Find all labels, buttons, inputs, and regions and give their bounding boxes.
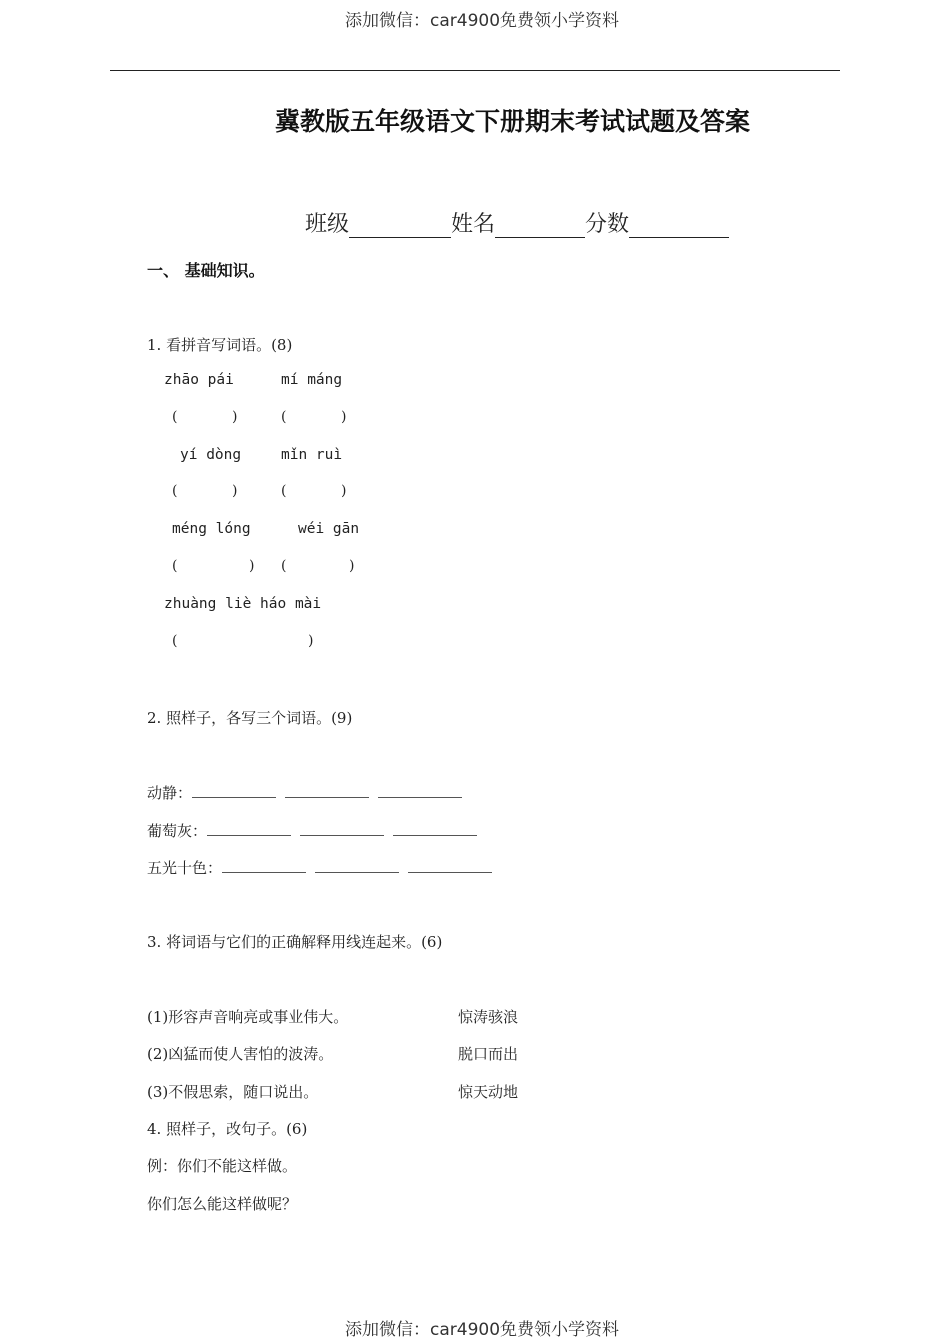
pinyin-3: yí dòng — [180, 447, 242, 463]
class-blank[interactable] — [349, 215, 451, 238]
score-label: 分数 — [585, 212, 630, 237]
fill-blank[interactable] — [222, 858, 306, 873]
pinyin-5: méng lóng — [172, 521, 251, 537]
q2-row-label: 葡萄灰： — [147, 822, 208, 840]
q2-row-label: 动静： — [147, 784, 193, 802]
pinyin-7: zhuàng liè háo mài — [164, 596, 322, 612]
answer-open-6: ( — [281, 558, 287, 574]
q4-example: 例：你们不能这样做。 — [147, 1157, 298, 1175]
answer-close-4: ) — [341, 483, 347, 499]
pinyin-4: mǐn ruì — [281, 447, 343, 463]
definition-3: (3)不假思索，随口说出。 — [147, 1083, 319, 1101]
answer-close-1: ) — [232, 409, 238, 425]
watermark-bottom: 添加微信：car4900免费领小学资料 — [345, 1320, 620, 1340]
answer-open-1: ( — [172, 409, 178, 425]
answer-close-3: ) — [232, 483, 238, 499]
idiom-2[interactable]: 脱口而出 — [458, 1045, 519, 1063]
name-label: 姓名 — [451, 212, 496, 237]
page-title: 冀教版五年级语文下册期末考试试题及答案 — [275, 107, 751, 136]
fill-blank[interactable] — [378, 783, 462, 798]
answer-open-2: ( — [281, 409, 287, 425]
answer-close-5: ) — [249, 558, 255, 574]
answer-close-6: ) — [349, 558, 355, 574]
q2-row-1 — [147, 782, 471, 803]
score-blank[interactable] — [629, 215, 729, 238]
fill-blank[interactable] — [285, 783, 369, 798]
fill-blank[interactable] — [315, 858, 399, 873]
q1-prompt: 1. 看拼音写词语。(8) — [147, 336, 293, 354]
idiom-3[interactable]: 惊天动地 — [458, 1083, 519, 1101]
answer-open-7: ( — [172, 633, 178, 649]
q4-prompt: 4. 照样子，改句子。(6) — [147, 1120, 308, 1138]
idiom-1[interactable]: 惊涛骇浪 — [458, 1008, 519, 1026]
fill-blank[interactable] — [408, 858, 492, 873]
q3-prompt: 3. 将词语与它们的正确解释用线连起来。(6) — [147, 933, 443, 951]
pinyin-2: mí máng — [281, 372, 343, 388]
answer-open-4: ( — [281, 483, 287, 499]
fill-blank[interactable] — [207, 821, 291, 836]
q2-row-2 — [147, 820, 486, 841]
answer-close-7: ) — [308, 633, 314, 649]
q4-example-answer: 你们怎么能这样做呢？ — [147, 1195, 298, 1213]
answer-open-3: ( — [172, 483, 178, 499]
definition-1: (1)形容声音响亮或事业伟大。 — [147, 1008, 349, 1026]
name-blank[interactable] — [495, 215, 585, 238]
q2-row-3 — [147, 857, 501, 878]
pinyin-1: zhāo pái — [164, 372, 234, 388]
q2-prompt: 2. 照样子，各写三个词语。(9) — [147, 709, 353, 727]
definition-2: (2)凶猛而使人害怕的波涛。 — [147, 1045, 334, 1063]
fill-blank[interactable] — [393, 821, 477, 836]
q2-row-label: 五光十色： — [147, 859, 223, 877]
watermark-top: 添加微信：car4900免费领小学资料 — [345, 11, 620, 31]
fill-blank[interactable] — [300, 821, 384, 836]
student-info-row — [305, 207, 729, 238]
answer-open-5: ( — [172, 558, 178, 574]
answer-close-2: ) — [341, 409, 347, 425]
class-label: 班级 — [305, 212, 350, 237]
section-heading-basics: 一、 基础知识。 — [147, 261, 265, 280]
pinyin-6: wéi gān — [298, 521, 360, 537]
header-divider — [110, 70, 840, 71]
fill-blank[interactable] — [192, 783, 276, 798]
